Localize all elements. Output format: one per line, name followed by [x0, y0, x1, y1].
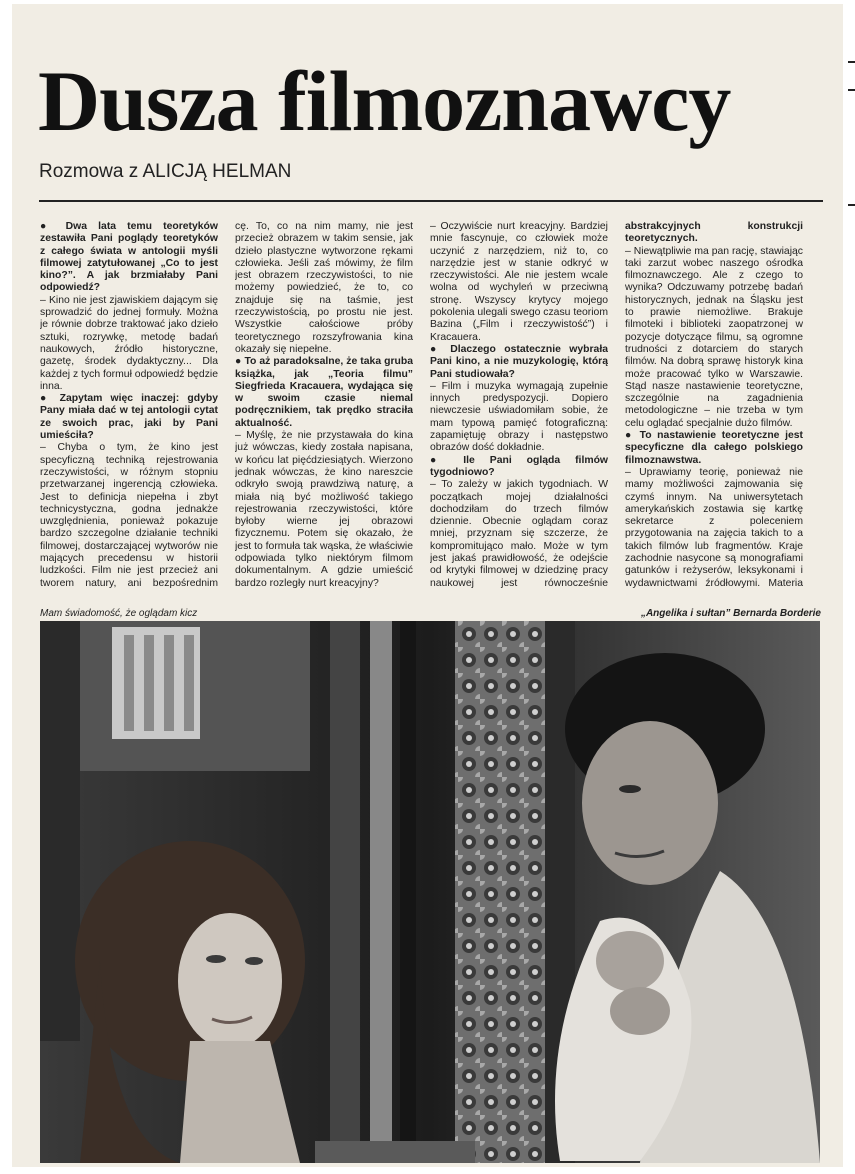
edge-mark: [848, 204, 855, 206]
text-column-3: [430, 221, 608, 589]
film-title-credit: „Angelika i sułtan” Bernarda Borderie: [640, 608, 821, 619]
interview-question: ● To nastawienie teoretyczne jest specyficzne dla całego polskiego filmoznawstwa.: [625, 430, 803, 467]
interview-answer: – Myślę, że nie przystawała do kina już wówczas, kiedy została napisana, w końcu lat pięćdziesiątych. Wierzono jednak wówczas, że kino nareszcie odkryło swoją prawdziwą naturę, a miała nią być możliwość takiego rejestrowania rzeczywistości, które byłoby wierne jej obrazowi fizycznemu. Potem się okazało, że jest to formuła tak wąska, że właściwie odpowiada tylko niektórym filmom dokumentalnym. A gdzie umieścić bardzo rozległy nurt kreacyjny?: [235, 430, 413, 589]
interview-answer: – Uprawiamy teorię, ponieważ nie mamy możliwości zajmowania się czymś innym. Na uniwersytetach amerykańskich zostawia się kartkę sekretarce z poleceniem przygotowania na zajęcia takich to a takich filmów lub fragmentów. Kraje zachodnie nasycone są monografiami gatunków i reżyserów, leksykonami i wydawnictwami źródłowymi. Materia: [625, 466, 803, 589]
edge-mark: [848, 61, 855, 63]
text-column-4: [625, 221, 803, 589]
photo-caption-right: [641, 608, 821, 619]
photo-caption-left: Mam świadomość, że oglądam kicz: [40, 608, 198, 619]
interview-question: ● To aż paradoksalne, że taka gruba książka, jak „Teoria filmu” Siegfrieda Kracauera, wydająca się w swoim czasie niemal podręcznikiem, tak prędko straciła aktualność.: [235, 356, 413, 430]
magazine-page: [12, 4, 843, 1167]
question-continuation: abstrakcyjnych konstrukcji teoretycznych.: [625, 221, 803, 245]
interview-answer: – Kino nie jest zjawiskiem dającym się sprowadzić do jednej formuły. Można je równie dobrze traktować jako dzieło sztuki, rozrywkę, metodę badań naukowych, źródło historyczne, gazetę, środek dydaktyczny... Dla każdej z tych formuł odpowiedź będzie inna.: [40, 294, 218, 392]
interview-question: ● Dlaczego ostatecznie wybrała Pani kino, a nie muzykologię, którą Pani studiowała?: [430, 344, 608, 381]
article-title: Dusza filmoznawcy: [38, 53, 731, 149]
interview-answer: – Niewątpliwie ma pan rację, stawiając taki zarzut wobec naszego ośrodka filmoznawczego. Ale z czego to wynika? Odczuwamy potrzebę badań historycznych, jednak na Śląsku jest to prawie niemożliwe. Brakuje filmoteki i biblioteki zaopatrzonej w pozycje dotyczące filmu, są ogromne trudności z dotarciem do starych filmów. Na dobrą sprawę historyk kina może pracować tylko w Warszawie. Stąd nasze nastawienie teoretyczne, szczególnie na zagadnienia metodologiczne – nie trzeba w tym celu oglądać specjalnie dużo filmów.: [625, 245, 803, 429]
interview-answer: – Oczywiście nurt kreacyjny. Bardziej mnie fascynuje, co człowiek może uczynić z narzędziem, niż to, co narzędzie jest w stanie odkryć w rzeczywistości. Ale nie jestem wcale wolna od wychyleń w przeciwną stronę. Wszyscy krytycy mojego pokolenia ulegali swego czasu teoriom Bazina („Film i rzeczywistość”) i Kracauera.: [430, 221, 608, 343]
text-column-1: [40, 221, 218, 589]
interview-answer: – Chyba o tym, że kino jest specyficzną techniką rejestrowania rzeczywistości, w różnym stopniu przetwarzanej ingerencją człowieka. Jest to definicja niepełna i zbyt technicystyczna, godna jednakże uwzględnienia, ponieważ pokazuje bardzo szczegolne działanie techniki filmowej, dostarczającej wytworów nie mających precedensu w historii ludzkości. Film nie jest przecież ani tworem natury, ani bezpośrednim: [40, 442, 218, 589]
film-still-photo: [40, 621, 820, 1163]
interview-question: ● Zapytam więc inaczej: gdyby Pany miała dać w tej antologii cytat ze swoich prac, jaki by Pani umieściła?: [40, 393, 218, 442]
interview-question: ● Dwa lata temu teoretyków zestawiła Pani poglądy teoretyków z całego świata w antologii myśli filmowej zatytułowanej „Co to jest kino?”. A jak brzmiałaby Pani odpowiedź?: [40, 221, 218, 295]
edge-mark: [848, 89, 855, 91]
title-rule: [39, 200, 823, 202]
article-subtitle: Rozmowa z ALICJĄ HELMAN: [39, 161, 292, 182]
interview-answer: – To zależy w jakich tygodniach. W początkach mojej działalności dochodziłam do trzech filmów dziennie. Obecnie oglądam coraz mniej, przyznam się szczerze, że kompromitująco mało. Może w tym jest jakaś prawidłowość, że odejście od krytyki filmowej w dziedzinę pracy naukowej jest równocześnie: [430, 479, 608, 589]
interview-question: ● Ile Pani ogląda filmów tygodniowo?: [430, 455, 608, 480]
interview-answer: cę. To, co na nim mamy, nie jest przecież obrazem w takim sensie, jak dzieło plastyczne wytworzone rękami człowieka. Jeśli zaś mówimy, że film jest obrazem rzeczywistości, to nie możemy powiedzieć, że to, co znajduje się na taśmie, jest rzeczywistością, po prostu nie jest. Wszystkie całościowe próby teoretycznego rozszyfrowania kina okazały się niepełne.: [235, 221, 413, 355]
interview-answer: – Film i muzyka wymagają zupełnie innych predyspozycji. Dopiero niewczesie uświadomiłam sobie, że mam typową pamięć fotograficzną: zapamiętuję obrazy i następstwo obrazów dość dokładnie.: [430, 380, 608, 454]
text-column-2: [235, 221, 413, 589]
film-still-illustration: [40, 621, 820, 1163]
